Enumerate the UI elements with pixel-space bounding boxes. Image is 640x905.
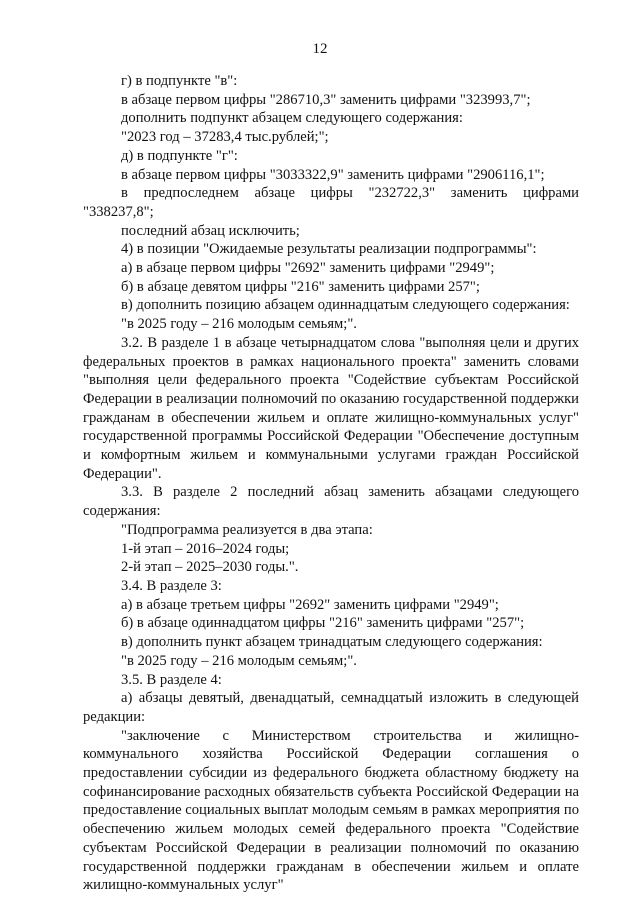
paragraph: 3.3. В разделе 2 последний абзац заменить абзацами следующего содержания: bbox=[83, 484, 579, 520]
paragraph: д) в подпункте "г": bbox=[121, 147, 238, 164]
paragraph: "в 2025 году – 216 молодым семьям;". bbox=[121, 652, 357, 669]
paragraph: 2-й этап – 2025–2030 годы.". bbox=[121, 559, 299, 576]
paragraph: "заключение с Министерством строительства и жилищно-коммунального хозяйства Российской Федерации соглашения о предоставлении субсидии из федерального бюджета областному бюджету на софинансирование расходных обязательств субъекта Российской Федерации на предоставление социальных выплат молодым семьям в рамках мероприятия по обеспечению жильем молодых семей федерального проекта "Содействие субъектам Российской Федерации в реализации полномочий по оказанию государственной поддержки гражданам в обеспечении жильем и оплате жилищно-коммунальных услуг" bbox=[83, 727, 579, 894]
paragraph: в предпоследнем абзаце цифры "232722,3" заменить цифрами "338237,8"; bbox=[83, 185, 579, 220]
paragraph: в абзаце первом цифры "3033322,9" заменить цифрами "2906116,1"; bbox=[121, 166, 545, 183]
paragraph: а) в абзаце третьем цифры "2692" заменить цифрами "2949"; bbox=[121, 596, 499, 613]
paragraph: "в 2025 году – 216 молодым семьям;". bbox=[121, 316, 357, 333]
paragraph: последний абзац исключить; bbox=[121, 222, 300, 239]
paragraph: 1-й этап – 2016–2024 годы; bbox=[121, 540, 290, 557]
paragraph: дополнить подпункт абзацем следующего содержания: bbox=[121, 110, 463, 127]
paragraph: б) в абзаце одиннадцатом цифры "216" заменить цифрами "257"; bbox=[121, 615, 525, 632]
paragraph: в абзаце первом цифры "286710,3" заменить цифрами "323993,7"; bbox=[121, 91, 531, 108]
paragraph: 3.4. В разделе 3: bbox=[121, 577, 222, 594]
paragraph: а) абзацы девятый, двенадцатый, семнадцатый изложить в следующей редакции: bbox=[83, 690, 579, 725]
page-number: 12 bbox=[312, 41, 328, 57]
paragraph: а) в абзаце первом цифры "2692" заменить цифрами "2949"; bbox=[121, 260, 495, 277]
paragraph: "Подпрограмма реализуется в два этапа: bbox=[121, 521, 373, 538]
paragraph: в) дополнить позицию абзацем одиннадцатым следующего содержания: bbox=[121, 297, 570, 314]
paragraph: 4) в позиции "Ожидаемые результаты реализации подпрограммы": bbox=[121, 241, 537, 258]
paragraph: 3.5. В разделе 4: bbox=[121, 671, 222, 688]
paragraph: г) в подпункте "в": bbox=[121, 73, 238, 89]
paragraph: б) в абзаце девятом цифры "216" заменить цифрами 257"; bbox=[121, 278, 480, 295]
paragraph: "2023 год – 37283,4 тыс.рублей;"; bbox=[121, 129, 329, 146]
paragraph: в) дополнить пункт абзацем тринадцатым следующего содержания: bbox=[121, 634, 543, 651]
document-body bbox=[83, 72, 579, 895]
paragraph: 3.2. В разделе 1 в абзаце четырнадцатом слова "выполняя цели и других федеральных проектов в рамках национального проекта" заменить словами "выполняя цели федерального проекта "Содействие субъектам Российской Федерации в реализации полномочий по оказанию государственной поддержки гражданам в обеспечении жильем и оплате жилищно-коммунальных услуг" государственной программы Российской Федерации "Обеспечение доступным и комфортным жильем и коммунальными услугами граждан Российской Федерации". bbox=[83, 334, 579, 482]
